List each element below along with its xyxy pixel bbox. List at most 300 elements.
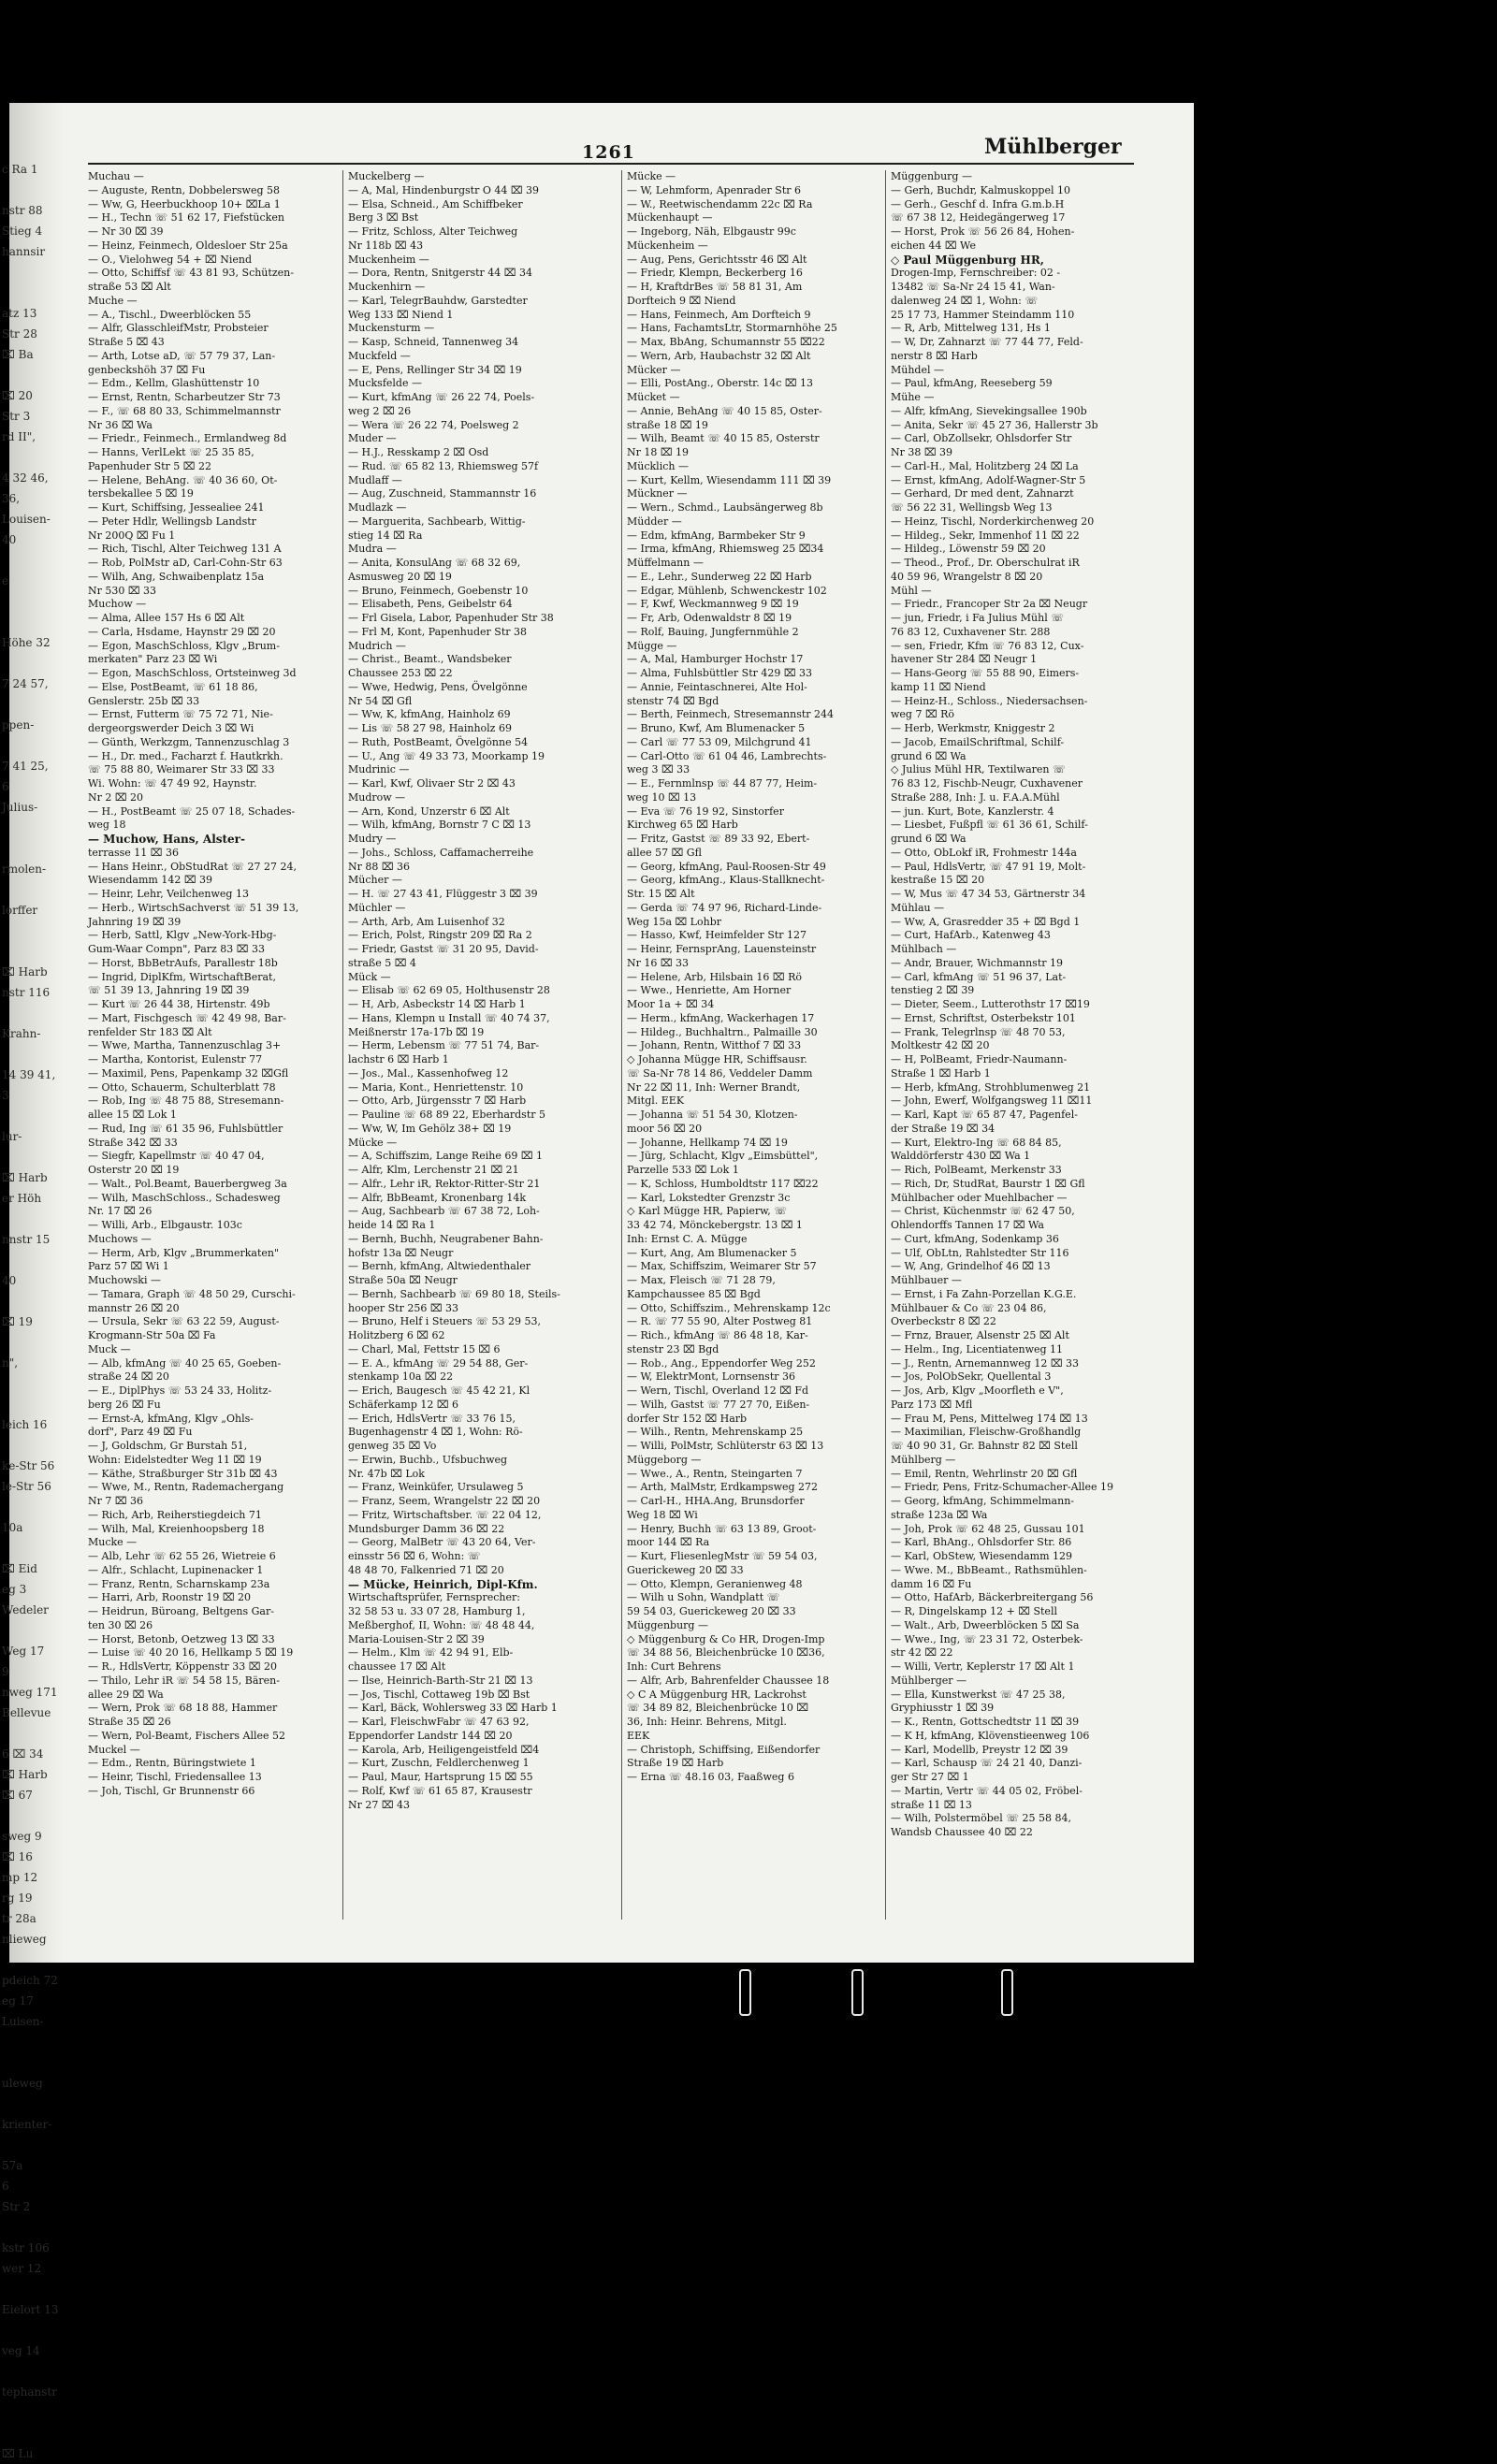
directory-line: Inh: Curt Behrens [627, 1660, 721, 1673]
directory-line: — Lis ☏ 58 27 98, Hainholz 69 [348, 722, 512, 734]
facing-page-fragment [2, 653, 60, 674]
facing-page-fragment: Luisen- [2, 2015, 44, 2028]
directory-line: — Ernst, Schriftst, Osterbekstr 101 [891, 1011, 1076, 1024]
directory-line: Mücklich — [627, 459, 689, 472]
directory-line: EEK [627, 1729, 650, 1742]
directory-line: Parzelle 533 ⌧ Lok 1 [627, 1164, 739, 1176]
facing-page-fragment [2, 2402, 60, 2423]
directory-line: — Henry, Buchh ☏ 63 13 89, Groot- [627, 1522, 817, 1535]
directory-line: — Rob, PolMstr aD, Carl-Cohn-Str 63 [88, 557, 283, 569]
directory-line: — Kurt, kfmAng ☏ 26 22 74, Poels- [348, 391, 535, 403]
directory-line: — Käthe, Straßburger Str 31b ⌧ 43 [88, 1467, 278, 1480]
directory-line: — Gerh, Buchdr, Kalmuskoppel 10 [891, 183, 1070, 196]
directory-line: — Erna ☏ 48.16 03, Faaßweg 6 [627, 1771, 794, 1783]
directory-line: Mitgl. EEK [627, 1094, 685, 1108]
directory-line: — Kurt ☏ 26 44 38, Hirtenstr. 49b [88, 998, 270, 1010]
directory-line: — H, KraftdrBes ☏ 58 81 31, Am [627, 281, 803, 293]
facing-page-fragment: 6 [2, 780, 9, 793]
facing-page-fragment: 40 [2, 1274, 17, 1287]
directory-line: Müggenburg — [891, 170, 972, 182]
directory-line: — J, Goldschm, Gr Burstah 51, [88, 1440, 248, 1452]
directory-line: — Heinr, Lehr, Veilchenweg 13 [88, 888, 249, 900]
directory-line: — Otto, Klempn, Geranienweg 48 [627, 1577, 803, 1590]
facing-page-fragment: ⌧ Eid [2, 1562, 37, 1575]
facing-page-fragment [2, 180, 60, 200]
directory-line: — A, Mal, Hindenburgstr O 44 ⌧ 39 [348, 183, 540, 196]
directory-line: Mudry — [348, 833, 397, 845]
directory-line: — Kurt, Zuschn, Feldlerchenweg 1 [348, 1757, 530, 1770]
facing-page-fragments [2, 159, 60, 2464]
directory-line: — Arth, MalMstr, Erdkampsweg 272 [627, 1481, 819, 1494]
directory-line: — A, Schiffszim, Lange Reihe 69 ⌧ 1 [348, 1150, 543, 1163]
directory-line: — R. ☏ 77 55 90, Alter Postweg 81 [627, 1315, 813, 1328]
directory-line: — Erich, Baugesch ☏ 45 42 21, Kl [348, 1384, 530, 1397]
directory-line: — Karola, Arb, Heiligengeistfeld ⌧4 [348, 1743, 540, 1756]
directory-line: — Otto, ObLokf iR, Frohmestr 144a [891, 846, 1077, 859]
directory-line: 76 83 12, Cuxhavener Str. 288 [891, 625, 1051, 638]
directory-line: straße 5 ⌧ 4 [348, 956, 416, 969]
directory-line: Straße 50a ⌧ Neugr [348, 1274, 458, 1286]
facing-page-fragment [2, 2361, 60, 2382]
facing-page-fragment: hannsir [2, 245, 46, 258]
facing-page-fragment [2, 920, 60, 941]
directory-line: — Herb., WirtschSachverst ☏ 51 39 13, [88, 901, 299, 914]
directory-line: — Johanna ☏ 51 54 30, Klotzen- [627, 1109, 798, 1121]
directory-line: Wi. Wohn: ☏ 47 49 92, Haynstr. [88, 777, 257, 790]
directory-line: weg 10 ⌧ 13 [627, 790, 697, 804]
directory-line: — Maria, Kont., Henriettenstr. 10 [348, 1080, 524, 1094]
directory-line: — Herm, Lebensm ☏ 77 51 74, Bar- [348, 1039, 540, 1052]
directory-line: Müchler — [348, 901, 406, 914]
directory-line: kestraße 15 ⌧ 20 [891, 874, 985, 887]
directory-line: — Frau M, Pens, Mittelweg 174 ⌧ 13 [891, 1412, 1088, 1425]
directory-line: ☏ Sa-Nr 78 14 86, Veddeler Damm [627, 1066, 813, 1080]
directory-line: merkaten" Parz 23 ⌧ Wi [88, 653, 218, 666]
directory-line: Mücher — [348, 874, 402, 887]
directory-line: — Hans-Georg ☏ 55 88 90, Eimers- [891, 667, 1080, 679]
directory-line: — E., DiplPhys ☏ 53 24 33, Holitz- [88, 1384, 272, 1397]
facing-page-fragment: nnstr 15 [2, 1233, 51, 1246]
directory-line: — Luise ☏ 40 20 16, Hellkamp 5 ⌧ 19 [88, 1646, 294, 1660]
directory-line: — Curt, HafArb., Katenweg 43 [891, 929, 1051, 942]
directory-line: Schäferkamp 12 ⌧ 6 [348, 1398, 459, 1411]
directory-line: — Edgar, Mühlenb, Schwenckestr 102 [627, 584, 827, 597]
directory-line: — Kurt, Elektro-Ing ☏ 68 84 85, [891, 1136, 1062, 1149]
directory-line: mannstr 26 ⌧ 20 [88, 1301, 180, 1314]
facing-page-fragment: krienter- [2, 2118, 52, 2131]
directory-line: — Joh, Prok ☏ 62 48 25, Gussau 101 [891, 1522, 1085, 1535]
directory-line: — K., Rentn, Gottschedtstr 11 ⌧ 39 [891, 1716, 1080, 1728]
directory-line: — Hasso, Kwf, Heimfelder Str 127 [627, 929, 807, 942]
facing-page-fragment [2, 1044, 60, 1065]
facing-page-fragment: eg 17 [2, 1994, 34, 2007]
directory-line: — Wern., Schmd., Laubsängerweg 8b [627, 501, 823, 514]
facing-page-fragment [2, 447, 60, 468]
directory-line: — Gerh., Geschf d. Infra G.m.b.H [891, 197, 1065, 210]
directory-line: — Ingrid, DiplKfm, WirtschaftBerat, [88, 970, 276, 983]
directory-line: Overbeckstr 8 ⌧ 22 [891, 1315, 996, 1328]
facing-page-fragment: ⌧ Harb [2, 1171, 48, 1184]
directory-line: stenstr 74 ⌧ Bgd [627, 694, 719, 707]
facing-page-fragment: n", [2, 1356, 19, 1370]
facing-page-fragment: ke-Str 56 [2, 1459, 55, 1472]
directory-line: — Martha, Kontorist, Eulenstr 77 [88, 1053, 263, 1065]
directory-line: — Fr, Arb, Odenwaldstr 8 ⌧ 19 [627, 612, 792, 624]
directory-line: — Bruno, Feinmech, Goebenstr 10 [348, 584, 529, 597]
facing-page-fragment: ⌧ 19 [2, 1315, 33, 1328]
directory-line: — R, Dingelskamp 12 + ⌧ Stell [891, 1605, 1057, 1617]
facing-page-fragment [2, 838, 60, 859]
directory-line: — Willi, Vertr, Keplerstr 17 ⌧ Alt 1 [891, 1660, 1075, 1673]
directory-line: — Rob., Ang., Eppendorfer Weg 252 [627, 1356, 816, 1370]
facing-page-fragment: eg 3 [2, 1583, 27, 1596]
directory-line: — Karl, Bäck, Wohlersweg 33 ⌧ Harb 1 [348, 1702, 558, 1715]
directory-line: — Franz, Weinküfer, Ursulaweg 5 [348, 1481, 524, 1494]
directory-line: — Wwe, M., Rentn, Rademachergang [88, 1481, 284, 1494]
directory-line: — Emil, Rentn, Wehrlinstr 20 ⌧ Gfl [891, 1467, 1078, 1480]
directory-line: — W, Mus ☏ 47 34 53, Gärtnerstr 34 [891, 888, 1086, 900]
directory-line: Müffelmann — [627, 557, 704, 569]
directory-line: — Johs., Schloss, Caffamacherreihe [348, 846, 534, 859]
directory-line: stieg 14 ⌧ Ra [348, 529, 423, 542]
directory-line: dorfer Str 152 ⌧ Harb [627, 1412, 748, 1425]
directory-line: Mückner — [627, 487, 688, 500]
directory-line: — H., Techn ☏ 51 62 17, Fiefstücken [88, 211, 284, 225]
directory-line: Mudrow — [348, 790, 406, 804]
directory-line: — Helene, BehAng. ☏ 40 36 60, Ot- [88, 473, 278, 486]
directory-line: havener Str 284 ⌧ Neugr 1 [891, 653, 1038, 666]
directory-line: ten 30 ⌧ 26 [88, 1618, 153, 1631]
directory-line: ◇ C A Müggenburg HR, Lackrohst [627, 1688, 807, 1701]
facing-page-fragment: rd II", [2, 430, 36, 443]
directory-line: Müdder — [627, 515, 682, 528]
directory-line: — E., Fernmlnsp ☏ 44 87 77, Heim- [627, 777, 818, 790]
directory-line: Muckenhirn — [348, 281, 426, 293]
scanner-mark [739, 1969, 751, 2016]
directory-line: Str. 15 ⌧ Alt [627, 888, 695, 900]
directory-line: — Walt., Arb, Dweerblöcken 5 ⌧ Sa [891, 1618, 1080, 1631]
directory-line: ☏ 34 89 82, Bleichenbrücke 10 ⌧ [627, 1702, 809, 1715]
directory-line: renfelder Str 183 ⌧ Alt [88, 1025, 212, 1038]
facing-page-fragment [2, 550, 60, 571]
facing-page-fragment [2, 365, 60, 385]
facing-page-fragment: ⌧ Harb [2, 1768, 48, 1781]
facing-page-fragment: pdeich 72 [2, 1974, 58, 1987]
facing-page-fragment: 10a [2, 1521, 23, 1534]
directory-line: — W, Lehmform, Apenrader Str 6 [627, 183, 801, 196]
facing-page-fragment: mp 12 [2, 1871, 38, 1884]
directory-line: — Elsa, Schneid., Am Schiffbeker [348, 197, 523, 210]
facing-page-fragment: Str 28 [2, 327, 37, 341]
directory-line: — Maximilian, Fleischw-Großhandlg [891, 1426, 1082, 1439]
directory-line: — Max, Schiffszim, Weimarer Str 57 [627, 1260, 817, 1273]
directory-line: — Wilh, MaschSchloss., Schadesweg [88, 1191, 281, 1204]
directory-line: — Alma, Fuhlsbüttler Str 429 ⌧ 33 [627, 667, 813, 679]
directory-line: — Frnz, Brauer, Alsenstr 25 ⌧ Alt [891, 1329, 1069, 1341]
directory-line: Osterstr 20 ⌧ 19 [88, 1164, 180, 1176]
directory-line: — Fritz, Wirtschaftsber. ☏ 22 04 12, [348, 1508, 542, 1521]
directory-line: — Frl Gisela, Labor, Papenhuder Str 38 [348, 612, 554, 624]
facing-page-fragment [2, 1209, 60, 1229]
directory-line: weg 2 ⌧ 26 [348, 404, 412, 417]
directory-line: — Aug, Sachbearb ☏ 67 38 72, Loh- [348, 1205, 540, 1218]
directory-line: — Carl, ObZollsekr, Ohlsdorfer Str [891, 432, 1072, 445]
directory-line: — Arth, Arb, Am Luisenhof 32 [348, 915, 505, 928]
directory-line: dergeorgswerder Deich 3 ⌧ Wi [88, 722, 254, 734]
directory-line: — A, Mal, Hamburger Hochstr 17 [627, 653, 804, 666]
column-divider [621, 170, 622, 1920]
directory-line: Muckfeld — [348, 349, 411, 362]
directory-line: — R., HdlsVertr, Köppenstr 33 ⌧ 20 [88, 1660, 277, 1673]
directory-line: — Wern, Tischl, Overland 12 ⌧ Fd [627, 1384, 809, 1397]
directory-line: — O., Vielohweg 54 + ⌧ Niend [88, 253, 252, 266]
directory-line: — Wera ☏ 26 22 74, Poelsweg 2 [348, 418, 519, 431]
directory-line: Nr 200Q ⌧ Fu 1 [88, 529, 176, 542]
directory-line: — Rich, PolBeamt, Merkenstr 33 [891, 1164, 1062, 1176]
directory-line: Mühlbacher oder Muehlbacher — [891, 1191, 1068, 1204]
directory-line: Guerickeweg 20 ⌧ 33 [627, 1563, 744, 1576]
directory-line: — Frank, Telegrlnsp ☏ 48 70 53, [891, 1025, 1066, 1038]
directory-line: — Paul, kfmAng, Reeseberg 59 [891, 377, 1053, 390]
directory-line: Mucksfelde — [348, 377, 422, 390]
facing-page-fragment [2, 1106, 60, 1126]
directory-line: — Edm, kfmAng, Barmbeker Str 9 [627, 529, 806, 542]
directory-line: — Joh, Tischl, Gr Brunnenstr 66 [88, 1784, 255, 1797]
facing-page-fragment [2, 1291, 60, 1312]
facing-page-fragment [2, 1435, 60, 1456]
facing-page-fragment: ⌧ Lu [2, 2447, 34, 2460]
directory-line: Muchow — [88, 598, 147, 611]
directory-line: — Carl-H., HHA.Ang, Brunsdorfer [627, 1495, 805, 1507]
directory-line: ◇ Paul Müggenburg HR, [891, 253, 1044, 267]
directory-line: — Annie, BehAng ☏ 40 15 85, Oster- [627, 404, 822, 417]
directory-line: — Otto, Arb, Jürgensstr 7 ⌧ Harb [348, 1094, 527, 1108]
facing-page-fragment: er Höh [2, 1192, 42, 1205]
facing-page-fragment: lorffer [2, 904, 38, 917]
column-1 [88, 170, 339, 1799]
directory-line: — Alfr, GlasschleifMstr, Probsteier [88, 322, 269, 335]
directory-line: — Wwe, Martha, Tannenzuschlag 3+ [88, 1039, 282, 1052]
directory-line: — Christ., Beamt., Wandsbeker [348, 653, 512, 666]
directory-line: — Kurt, FliesenlegMstr ☏ 59 54 03, [627, 1550, 818, 1562]
directory-line: genweg 35 ⌧ Vo [348, 1440, 437, 1452]
directory-line: — Otto, Schiffsf ☏ 43 81 93, Schützen- [88, 267, 294, 280]
directory-line: Mückenheim — [627, 239, 708, 252]
facing-page-fragment: ⌧ 20 [2, 389, 33, 402]
directory-line: Mühlbauer & Co ☏ 23 04 86, [891, 1301, 1047, 1314]
directory-line: — Horst, Prok ☏ 56 26 84, Hohen- [891, 225, 1075, 238]
directory-line: — Jürg, Schlacht, Klgv „Eimsbüttel", [627, 1150, 819, 1163]
directory-line: — Georg, MalBetr ☏ 43 20 64, Ver- [348, 1536, 536, 1549]
directory-line: Mühlberg — [891, 1453, 956, 1466]
directory-line: — Charl, Mal, Fettstr 15 ⌧ 6 [348, 1342, 501, 1355]
directory-line: — Martin, Vertr ☏ 44 05 02, Fröbel- [891, 1784, 1083, 1797]
directory-line: Genslerstr. 25b ⌧ 33 [88, 694, 200, 707]
directory-line: 48 48 70, Falkenried 71 ⌧ 20 [348, 1563, 504, 1576]
directory-line: — Jos, PolObSekr, Quellental 3 [891, 1370, 1052, 1384]
directory-line: — Berth, Feinmech, Stresemannstr 244 [627, 708, 835, 721]
directory-line: Moltkestr 42 ⌧ 20 [891, 1039, 990, 1052]
directory-line: Ohlendorffs Tannen 17 ⌧ Wa [891, 1219, 1044, 1231]
directory-line: Muchowski — [88, 1274, 161, 1286]
facing-page-fragment [2, 2052, 60, 2073]
directory-line: Nr 88 ⌧ 36 [348, 860, 411, 873]
facing-page-fragment: ⌧ 16 [2, 1850, 33, 1863]
facing-page-fragment: nstr 116 [2, 986, 51, 999]
directory-line: — Ilse, Heinrich-Barth-Str 21 ⌧ 13 [348, 1674, 533, 1687]
facing-page-fragment [2, 1538, 60, 1558]
directory-line: ◇ Müggenburg & Co HR, Drogen-Imp [627, 1632, 825, 1645]
directory-line: Nr 118b ⌧ 43 [348, 239, 424, 252]
directory-line: — Andr, Brauer, Wichmannstr 19 [891, 956, 1063, 969]
directory-line: stenkamp 10a ⌧ 22 [348, 1370, 454, 1384]
directory-line: — Karl, FleischwFabr ☏ 47 63 92, [348, 1716, 530, 1728]
directory-line: Papenhuder Str 5 ⌧ 22 [88, 459, 211, 472]
directory-line: straße 18 ⌧ 19 [627, 418, 708, 431]
directory-line: ☏ 67 38 12, Heidegängerweg 17 [891, 211, 1066, 225]
facing-page-fragment: Julius- [2, 801, 38, 814]
directory-line: — Tamara, Graph ☏ 48 50 29, Curschi- [88, 1287, 296, 1300]
directory-line: dorf", Parz 49 ⌧ Fu [88, 1426, 193, 1439]
directory-line: — H., PostBeamt ☏ 25 07 18, Schades- [88, 804, 296, 818]
directory-line: ◇ Johanna Mügge HR, Schiffsausr. [627, 1053, 807, 1065]
directory-line: — Elisab ☏ 62 69 05, Holthusenstr 28 [348, 984, 550, 997]
directory-line: — Rolf, Kwf ☏ 61 65 87, Krausestr [348, 1784, 532, 1797]
directory-line: Nr 18 ⌧ 19 [627, 446, 690, 458]
directory-line: 33 42 74, Mönckebergstr. 13 ⌧ 1 [627, 1219, 803, 1231]
directory-line: Mühlbach — [891, 943, 957, 955]
directory-line: Muckensturm — [348, 322, 435, 335]
directory-line: — Otto, Schiffszim., Mehrenskamp 12c [627, 1301, 831, 1314]
directory-line: — F., ☏ 68 80 33, Schimmelmannstr [88, 404, 281, 417]
directory-line: weg 7 ⌧ Rö [891, 708, 955, 721]
directory-line: — Max, BbAng, Schumannstr 55 ⌧22 [627, 336, 825, 348]
directory-line: — Hans, FachamtsLtr, Stormarnhöhe 25 [627, 322, 837, 335]
directory-line: — Alfr, BbBeamt, Kronenbarg 14k [348, 1191, 527, 1204]
directory-line: — Alma, Allee 157 Hs 6 ⌧ Alt [88, 612, 245, 624]
directory-line: Mücke — [627, 170, 676, 182]
facing-page-fragment: atz 13 [2, 307, 37, 320]
directory-line: Kirchweg 65 ⌧ Harb [627, 819, 738, 832]
directory-line: — W, Dr, Zahnarzt ☏ 77 44 77, Feld- [891, 336, 1083, 348]
facing-page-fragment [2, 1250, 60, 1270]
facing-page-fragment [2, 879, 60, 900]
directory-line: Muckel — [88, 1743, 140, 1756]
directory-line: — Dieter, Seem., Lutterothstr 17 ⌧19 [891, 998, 1090, 1010]
directory-line: Mück — [348, 970, 391, 983]
facing-page-fragment: Weg 17 [2, 1645, 45, 1658]
directory-line: — Ww, G, Heerbuckhoop 10+ ⌧La 1 [88, 197, 281, 210]
directory-line: — Alfr, Klm, Lerchenstr 21 ⌧ 21 [348, 1164, 519, 1176]
directory-line: — Horst, Betonb, Oetzweg 13 ⌧ 33 [88, 1632, 275, 1645]
directory-line: Inh: Ernst C. A. Mügge [627, 1232, 748, 1245]
facing-page-fragment: nstr 88 [2, 204, 43, 217]
directory-line: — Friedr., Feinmech., Ermlandweg 8d [88, 432, 287, 445]
directory-line: Walddörferstr 430 ⌧ Wa 1 [891, 1150, 1031, 1163]
directory-line: Mücket — [627, 391, 680, 403]
directory-line: damm 16 ⌧ Fu [891, 1577, 972, 1590]
directory-line: — Maximil, Pens, Papenkamp 32 ⌧Gfl [88, 1066, 289, 1080]
directory-line: 76 83 12, Fischb-Neugr, Cuxhavener [891, 777, 1083, 790]
directory-line: weg 3 ⌧ 33 [627, 763, 690, 776]
facing-page-fragment [2, 2032, 60, 2052]
scanner-mark [851, 1969, 864, 2016]
directory-line: — Carla, Hsdame, Haynstr 29 ⌧ 20 [88, 625, 276, 638]
directory-line: — Karl, ObStew, Wiesendamm 129 [891, 1550, 1073, 1562]
facing-page-fragment [2, 591, 60, 612]
facing-page-fragment [2, 735, 60, 756]
directory-line: Weg 15a ⌧ Lohbr [627, 915, 721, 928]
directory-line: — E., Lehr., Sunderweg 22 ⌧ Harb [627, 570, 812, 583]
facing-page-fragment [2, 2423, 60, 2443]
directory-line: — Franz, Rentn, Scharnskamp 23a [88, 1577, 270, 1590]
directory-line: Asmusweg 20 ⌧ 19 [348, 570, 452, 583]
facing-page-fragment [2, 1332, 60, 1353]
facing-page-fragment: lur- [2, 1130, 22, 1143]
directory-line: — Alfr, Arb, Bahrenfelder Chaussee 18 [627, 1674, 830, 1687]
directory-line: straße 24 ⌧ 20 [88, 1370, 169, 1384]
directory-line: Mügge — [627, 639, 677, 652]
directory-line: straße 11 ⌧ 13 [891, 1798, 972, 1811]
directory-line: — Mücke, Heinrich, Dipl-Kfm. [348, 1577, 538, 1591]
directory-line: — Annie, Feintaschnerei, Alte Hol- [627, 680, 807, 693]
facing-page-fragment [2, 941, 60, 962]
directory-line: — Hans, Klempn u Install ☏ 40 74 37, [348, 1011, 550, 1024]
directory-line: — Heinr, Tischl, Friedensallee 13 [88, 1771, 262, 1783]
directory-line: — Friedr., Francoper Str 2a ⌧ Neugr [891, 598, 1088, 611]
directory-line: ◇ Karl Mügge HR, Papierw, ☏ [627, 1205, 787, 1218]
directory-line: 25 17 73, Hammer Steindamm 110 [891, 308, 1075, 321]
directory-line: allee 29 ⌧ Wa [88, 1688, 164, 1701]
directory-page [2, 103, 1194, 2460]
directory-line: — Pauline ☏ 68 89 22, Eberhardstr 5 [348, 1109, 546, 1121]
directory-line: — Fritz, Schloss, Alter Teichweg [348, 225, 518, 238]
directory-line: Mudrich — [348, 639, 406, 652]
directory-line: Mudra — [348, 543, 397, 556]
directory-line: — Karl, BhAng., Ohlsdorfer Str. 86 [891, 1536, 1072, 1549]
facing-page-fragment: 3 [2, 1089, 9, 1102]
directory-line: — Wern, Prok ☏ 68 18 88, Hammer [88, 1702, 278, 1715]
directory-line: — Else, PostBeamt, ☏ 61 18 86, [88, 680, 258, 693]
facing-page-fragment: 40 [2, 533, 17, 546]
facing-page-fragment: c Ra 1 [2, 163, 38, 176]
directory-line: — Helene, Arb, Hilsbain 16 ⌧ Rö [627, 970, 802, 983]
directory-line: — W, Ang, Grindelhof 46 ⌧ 13 [891, 1260, 1051, 1273]
directory-line: — John, Ewerf, Wolfgangsweg 11 ⌧11 [891, 1094, 1093, 1108]
directory-line: — K H, kfmAng, Klövenstieenweg 106 [891, 1729, 1090, 1742]
directory-line: Wiesendamm 142 ⌧ 39 [88, 874, 212, 887]
directory-line: — Kurt, Ang, Am Blumenacker 5 [627, 1246, 797, 1259]
directory-line: — Wwe., Henriette, Am Horner [627, 984, 792, 997]
directory-line: straße 53 ⌧ Alt [88, 281, 171, 293]
facing-page-fragment [2, 694, 60, 715]
facing-page-fragment: 36, [2, 492, 21, 505]
column-3 [627, 170, 878, 1785]
facing-page-fragment: ⌧ 67 [2, 1789, 33, 1802]
directory-line: nerstr 8 ⌧ Harb [891, 349, 978, 362]
directory-line: Moor 1a + ⌧ 34 [627, 998, 715, 1010]
facing-page-fragment: ⌧ Ba [2, 348, 34, 361]
directory-line: — Bernh, Sachbearb ☏ 69 80 18, Steils- [348, 1287, 560, 1300]
facing-page-fragment: Höhe 32 [2, 636, 51, 649]
directory-line: — Heinz, Feinmech, Oldesloer Str 25a [88, 239, 288, 252]
directory-line: Drogen-Imp, Fernschreiber: 02 - [891, 267, 1061, 280]
directory-line: Krogmann-Str 50a ⌧ Fa [88, 1329, 216, 1341]
directory-line: Muck — [88, 1342, 131, 1355]
directory-line: — Marguerita, Sachbearb, Wittig- [348, 515, 526, 528]
facing-page-fragment [2, 1003, 60, 1023]
directory-line: — Peter Hdlr, Wellingsb Landstr [88, 515, 256, 528]
